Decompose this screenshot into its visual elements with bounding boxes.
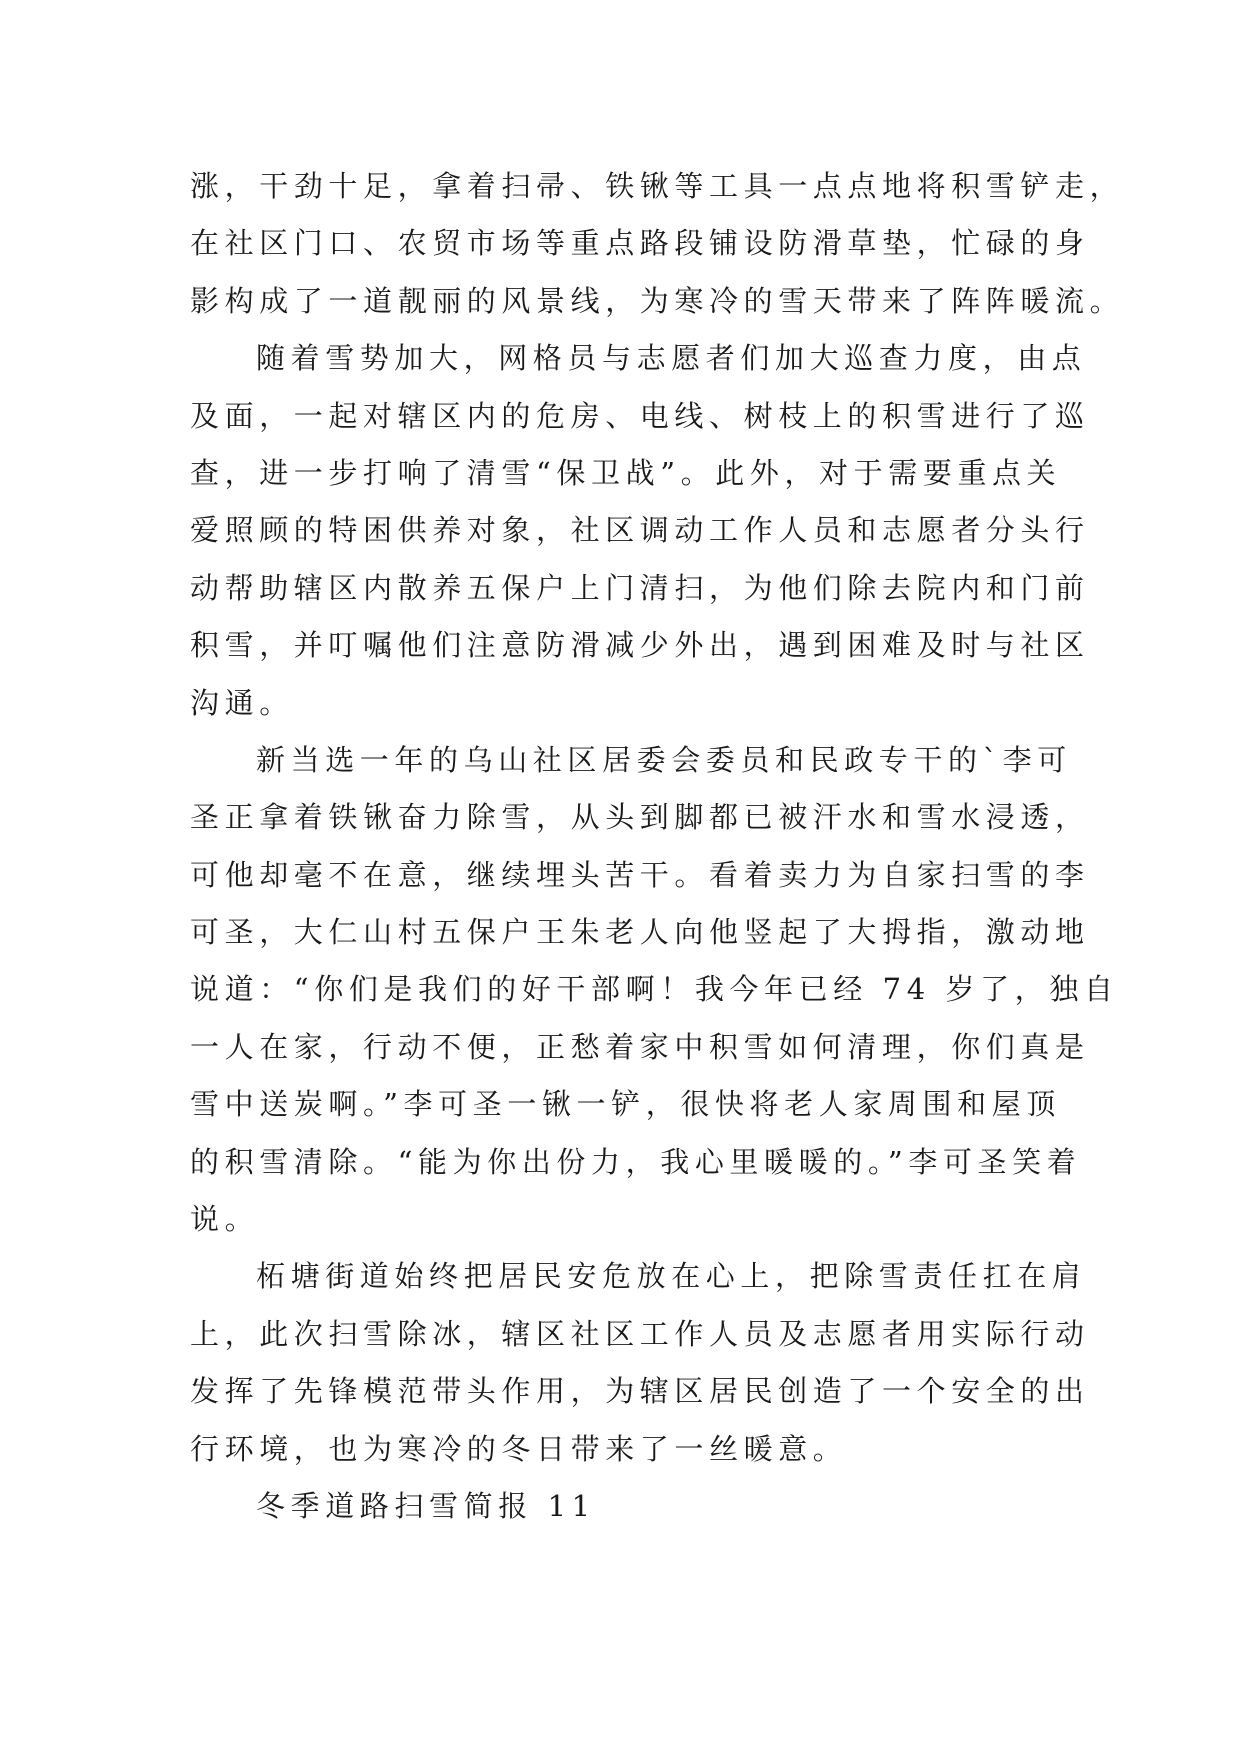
text-line: 查，进一步打响了清雪“保卫战”。此外，对于需要重点关 — [190, 455, 1062, 490]
text-line: 雪中送炭啊。”李可圣一锹一铲，很快将老人家周围和屋顶 — [190, 1087, 1061, 1122]
text-line: 积雪，并叮嘱他们注意防滑减少外出，遇到困难及时与社区 — [190, 628, 1090, 663]
text-line: 可圣，大仁山村五保户王朱老人向他竖起了大拇指，激动地 — [190, 915, 1090, 950]
text-line: 行环境，也为寒冷的冬日带来了一丝暖意。 — [190, 1431, 848, 1466]
text-line: 影构成了一道靓丽的风景线，为寒冷的雪天带来了阵阵暖流。 — [190, 283, 1125, 318]
text-line: 及面，一起对辖区内的危房、电线、树枝上的积雪进行了巡 — [190, 398, 1090, 433]
text-line: 圣正拿着铁锹奋力除雪，从头到脚都已被汗水和雪水浸透， — [190, 800, 1090, 835]
paragraph-start-line: 柘塘街道始终把居民安危放在心上，把除雪责任扛在肩 — [256, 1259, 1087, 1294]
text-line: 沟通。 — [190, 685, 294, 720]
text-line: 的积雪清除。“能为你出份力，我心里暖暖的。”李可圣笑着 — [190, 1144, 1082, 1179]
text-line: 一人在家，行动不便，正愁着家中积雪如何清理，你们真是 — [190, 1029, 1090, 1064]
section-heading: 冬季道路扫雪简报 11 — [256, 1488, 596, 1523]
text-line: 说道：“你们是我们的好干部啊！我今年已经 74 岁了，独自 — [190, 972, 1119, 1007]
text-line: 爱照顾的特困供养对象，社区调动工作人员和志愿者分头行 — [190, 513, 1090, 548]
text-line: 可他却毫不在意，继续埋头苦干。看着卖力为自家扫雪的李 — [190, 857, 1090, 892]
paragraph-start-line: 随着雪势加大，网格员与志愿者们加大巡查力度，由点 — [256, 341, 1087, 376]
text-line: 在社区门口、农贸市场等重点路段铺设防滑草垫，忙碌的身 — [190, 226, 1090, 261]
text-line: 说。 — [190, 1202, 260, 1237]
paragraph-start-line: 新当选一年的乌山社区居委会委员和民政专干的`李可 — [256, 742, 1072, 777]
text-line: 动帮助辖区内散养五保户上门清扫，为他们除去院内和门前 — [190, 570, 1090, 605]
text-line: 发挥了先锋模范带头作用，为辖区居民创造了一个安全的出 — [190, 1374, 1090, 1409]
text-line: 上，此次扫雪除冰，辖区社区工作人员及志愿者用实际行动 — [190, 1316, 1090, 1351]
text-line: 涨，干劲十足，拿着扫帚、铁锹等工具一点点地将积雪铲走， — [190, 169, 1125, 203]
article-body — [190, 158, 1125, 1535]
